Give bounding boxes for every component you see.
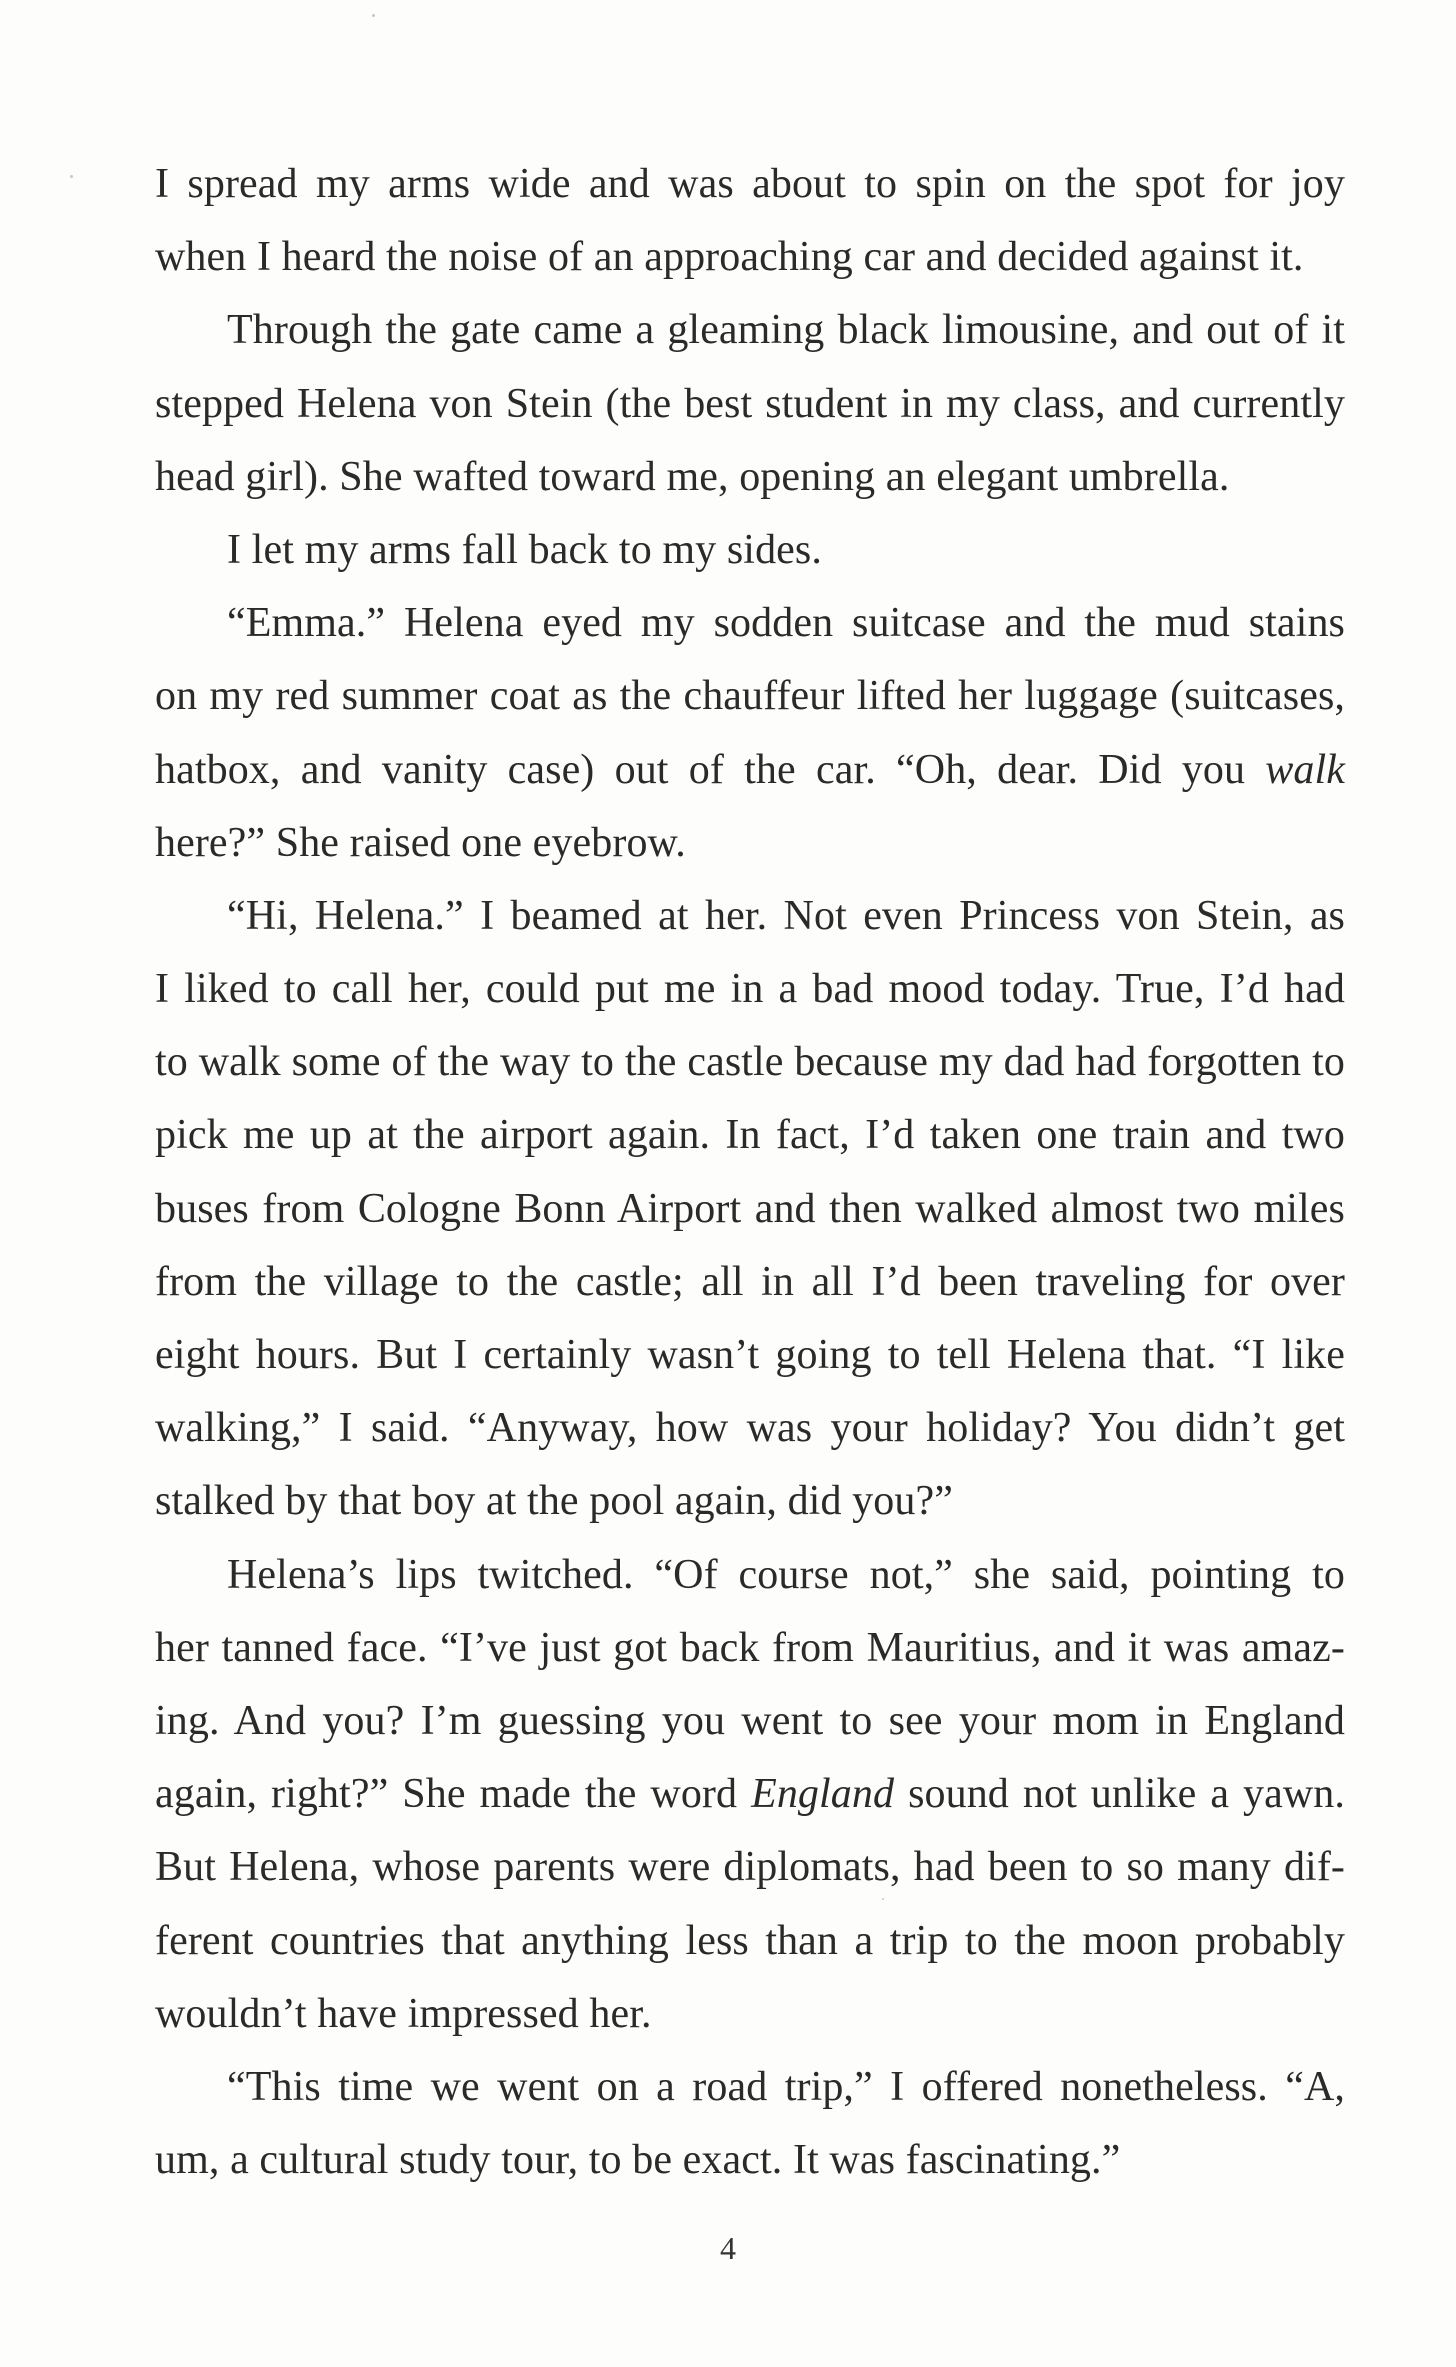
text-segment: again, right?” She made the word	[155, 1771, 752, 1818]
text-line: head girl). She wafted toward me, opening an elegant umbrella.	[155, 453, 1230, 500]
text-line: “This time we went on a road trip,” I offered nonetheless. “A,	[227, 2063, 1345, 2110]
text-line: eight hours. But I certainly wasn’t going to tell Helena that. “I like	[155, 1332, 1345, 1378]
page-number: 4	[720, 2230, 736, 2266]
text-line: wouldn’t have impressed her.	[155, 1990, 652, 2037]
paper-speck	[70, 175, 73, 178]
paper-speck	[372, 14, 375, 17]
text-line: buses from Cologne Bonn Airport and then walked almost two miles	[155, 1185, 1345, 1232]
italic-word: walk	[1265, 746, 1345, 793]
text-line: “Hi, Helena.” I beamed at her. Not even Princess von Stein, as	[227, 892, 1345, 939]
text-line: pick me up at the airport again. In fact, I’d taken one train and two	[155, 1112, 1345, 1159]
text-line: walking,” I said. “Anyway, how was your holiday? You didn’t get	[155, 1405, 1345, 1452]
text-line: But Helena, whose parents were diplomats, had been to so many dif-	[155, 1844, 1345, 1891]
text-line: to walk some of the way to the castle because my dad had forgotten to	[155, 1039, 1345, 1086]
text-line: I spread my arms wide and was about to spin on the spot for joy	[155, 161, 1345, 207]
text-line: ferent countries that anything less than a trip to the moon probably	[155, 1917, 1345, 1964]
text-line	[155, 1758, 1345, 1831]
text-line: here?” She raised one eyebrow.	[155, 819, 686, 866]
text-line: Through the gate came a gleaming black limousine, and out of it	[227, 307, 1345, 354]
text-line: Helena’s lips twitched. “Of course not,” she said, pointing to	[227, 1551, 1345, 1598]
text-line: on my red summer coat as the chauffeur lifted her luggage (suitcases,	[155, 673, 1345, 720]
italic-word: England	[751, 1771, 895, 1818]
text-line: I let my arms fall back to my sides.	[227, 526, 822, 573]
text-line: I liked to call her, could put me in a bad mood today. True, I’d had	[155, 966, 1345, 1013]
text-line: stepped Helena von Stein (the best student in my class, and currently	[155, 380, 1345, 427]
text-line: from the village to the castle; all in all I’d been traveling for over	[155, 1258, 1345, 1305]
text-line: when I heard the noise of an approaching car and decided against it.	[155, 234, 1304, 281]
text-line: ing. And you? I’m guessing you went to see your mom in England	[155, 1697, 1345, 1744]
text-line: stalked by that boy at the pool again, did you?”	[155, 1478, 953, 1525]
paper-speck	[882, 1898, 884, 1900]
text-line: her tanned face. “I’ve just got back from Mauritius, and it was amaz-	[155, 1624, 1345, 1671]
body-text	[155, 148, 1345, 2197]
text-line: “Emma.” Helena eyed my sodden suitcase and the mud stains	[227, 600, 1345, 647]
text-line: um, a cultural study tour, to be exact. It was fascinating.”	[155, 2137, 1121, 2184]
text-line	[155, 734, 1345, 807]
text-segment: sound not unlike a yawn.	[894, 1771, 1345, 1818]
text-segment: hatbox, and vanity case) out of the car. “Oh, dear. Did you	[155, 746, 1266, 793]
